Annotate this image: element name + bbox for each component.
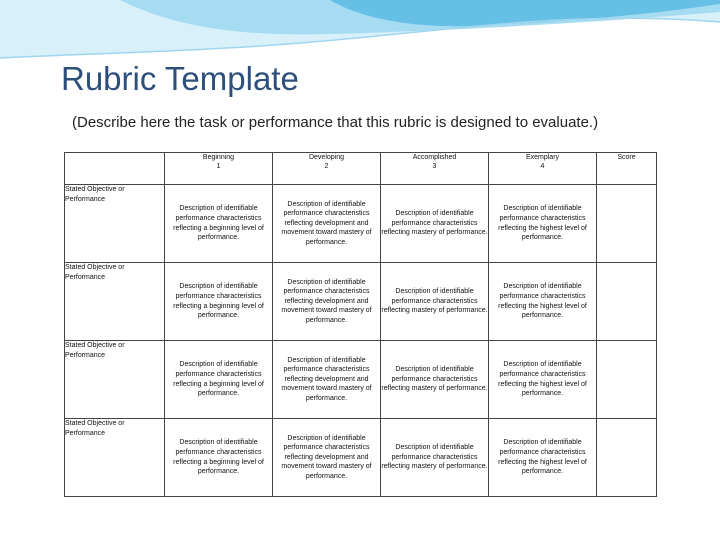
description-cell: Description of identifiable performance characteristics reflecting a beginning level of performance. [165, 341, 273, 419]
description-cell: Description of identifiable performance characteristics reflecting development and movement toward mastery of performance. [273, 419, 381, 497]
header-row [65, 153, 657, 185]
description-cell: Description of identifiable performance characteristics reflecting development and movement toward mastery of performance. [273, 263, 381, 341]
column-header [381, 153, 489, 185]
score-cell [597, 263, 657, 341]
score-cell [597, 185, 657, 263]
corner-cell [65, 153, 165, 185]
description-cell: Description of identifiable performance characteristics reflecting the highest level of performance. [489, 419, 597, 497]
rubric-row [65, 263, 657, 341]
description-cell: Description of identifiable performance characteristics reflecting mastery of performance. [381, 341, 489, 419]
description-cell: Description of identifiable performance characteristics reflecting the highest level of performance. [489, 185, 597, 263]
score-cell [597, 419, 657, 497]
objective-label: Stated Objective or Performance [65, 263, 165, 341]
column-label: Accomplished [412, 154, 457, 161]
column-header [489, 153, 597, 185]
column-header [165, 153, 273, 185]
rubric-row [65, 419, 657, 497]
description-cell: Description of identifiable performance characteristics reflecting mastery of performance. [381, 419, 489, 497]
description-cell: Description of identifiable performance characteristics reflecting a beginning level of performance. [165, 185, 273, 263]
column-number: 2 [324, 163, 329, 170]
rubric-row [65, 341, 657, 419]
column-label: Exemplary [525, 154, 560, 161]
objective-label: Stated Objective or Performance [65, 419, 165, 497]
rubric-row [65, 185, 657, 263]
objective-label: Stated Objective or Performance [65, 185, 165, 263]
rubric-table [64, 152, 657, 497]
description-cell: Description of identifiable performance characteristics reflecting mastery of performance. [381, 185, 489, 263]
objective-label: Stated Objective or Performance [65, 341, 165, 419]
slide-title: Rubric Template [61, 60, 299, 97]
score-header-label: Score [617, 154, 636, 161]
score-cell [597, 341, 657, 419]
description-cell: Description of identifiable performance characteristics reflecting mastery of performance. [381, 263, 489, 341]
description-cell: Description of identifiable performance characteristics reflecting development and movement toward mastery of performance. [273, 341, 381, 419]
column-number: 1 [216, 163, 221, 170]
description-cell: Description of identifiable performance characteristics reflecting a beginning level of performance. [165, 419, 273, 497]
column-header [273, 153, 381, 185]
column-label: Beginning [202, 154, 235, 161]
slide-subtitle: (Describe here the task or performance that this rubric is designed to evaluate.) [72, 114, 599, 131]
column-number: 3 [432, 163, 437, 170]
description-cell: Description of identifiable performance characteristics reflecting the highest level of performance. [489, 263, 597, 341]
description-cell: Description of identifiable performance characteristics reflecting the highest level of performance. [489, 341, 597, 419]
column-number: 4 [540, 163, 545, 170]
description-cell: Description of identifiable performance characteristics reflecting development and movement toward mastery of performance. [273, 185, 381, 263]
column-label: Developing [308, 154, 345, 161]
score-header [597, 153, 657, 185]
description-cell: Description of identifiable performance characteristics reflecting a beginning level of performance. [165, 263, 273, 341]
